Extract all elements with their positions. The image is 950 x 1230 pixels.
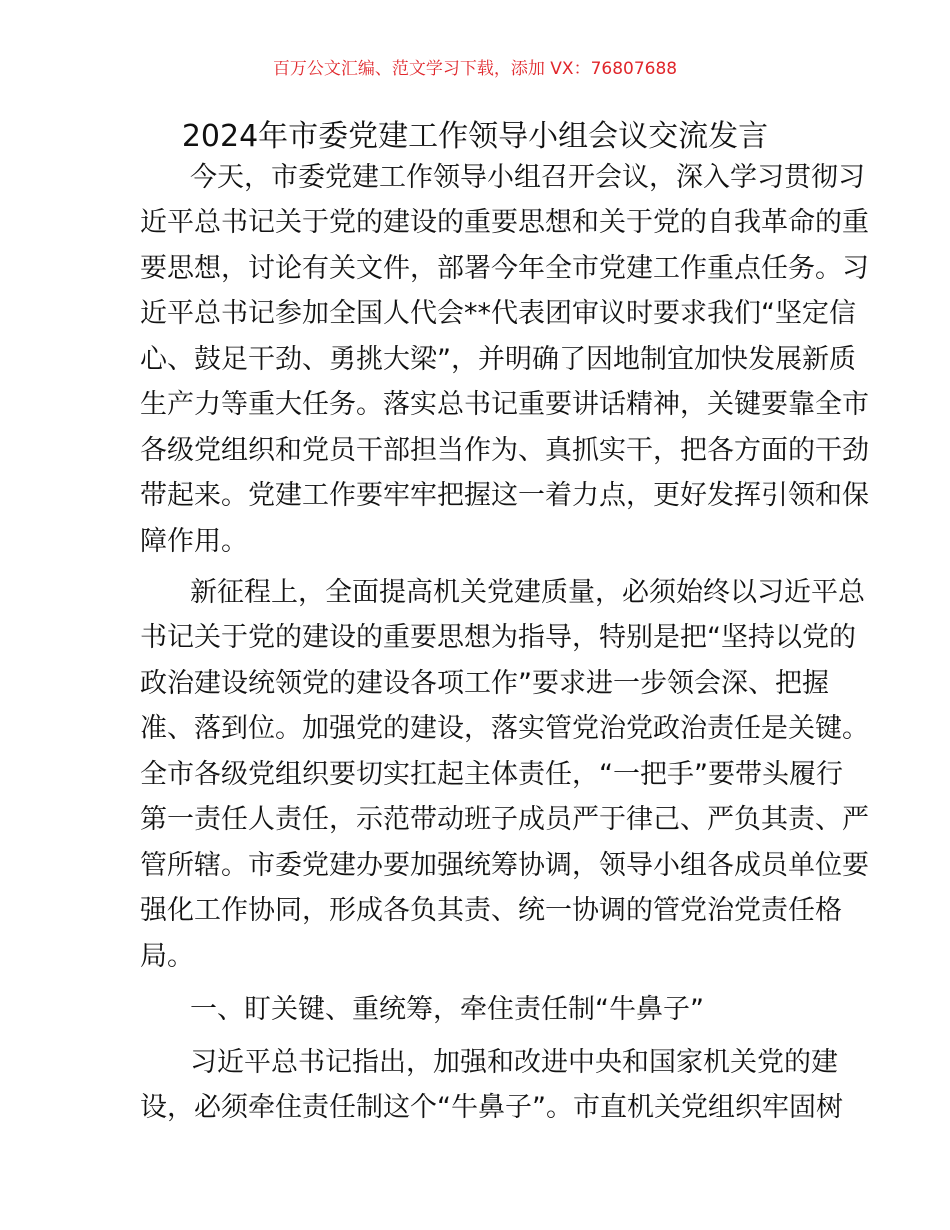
paragraph-line: 习近平总书记指出，加强和改进中央和国家机关党的建 bbox=[190, 1047, 838, 1078]
paragraph-line: 近平总书记参加全国人代会**代表团审议时要求我们“坚定信 bbox=[140, 298, 856, 329]
paragraph-line: 强化工作协同，形成各负其责、统一协调的管党治党责任格 bbox=[140, 895, 842, 926]
paragraph-line: 带起来。党建工作要牢牢把握这一着力点，更好发挥引领和保 bbox=[140, 480, 869, 511]
paragraph-line: 各级党组织和党员干部担当作为、真抓实干，把各方面的干劲 bbox=[140, 435, 869, 466]
paragraph-line: 局。 bbox=[140, 941, 194, 972]
paragraph-line: 今天，市委党建工作领导小组召开会议，深入学习贯彻习 bbox=[190, 162, 865, 193]
watermark-header: 百万公文汇编、范文学习下载，添加 VX：76807688 bbox=[272, 59, 678, 79]
section-heading: 一、盯关键、重统筹，牵住责任制“牛鼻子” bbox=[190, 994, 704, 1025]
paragraph-line: 要思想，讨论有关文件，部署今年全市党建工作重点任务。习 bbox=[140, 253, 869, 284]
paragraph-line: 设，必须牵住责任制这个“牛鼻子”。市直机关党组织牢固树 bbox=[140, 1092, 843, 1123]
paragraph-line: 准、落到位。加强党的建设，落实管党治党政治责任是关键。 bbox=[140, 713, 869, 744]
paragraph-line: 障作用。 bbox=[140, 526, 248, 557]
paragraph-line: 政治建设统领党的建设各项工作”要求进一步领会深、把握 bbox=[140, 668, 829, 699]
paragraph-line: 第一责任人责任，示范带动班子成员严于律己、严负其责、严 bbox=[140, 804, 869, 835]
paragraph-line: 全市各级党组织要切实扛起主体责任，“一把手”要带头履行 bbox=[140, 759, 843, 790]
paragraph-line: 书记关于党的建设的重要思想为指导，特别是把“坚持以党的 bbox=[140, 622, 856, 653]
paragraph-line: 心、鼓足干劲、勇挑大梁”，并明确了因地制宜加快发展新质 bbox=[140, 344, 856, 375]
paragraph-line: 新征程上，全面提高机关党建质量，必须始终以习近平总 bbox=[190, 577, 865, 608]
paragraph-line: 生产力等重大任务。落实总书记重要讲话精神，关键要靠全市 bbox=[140, 389, 869, 420]
document-title: 2024年市委党建工作领导小组会议交流发言 bbox=[181, 119, 769, 154]
paragraph-line: 近平总书记关于党的建设的重要思想和关于党的自我革命的重 bbox=[140, 207, 869, 238]
paragraph-line: 管所辖。市委党建办要加强统筹协调，领导小组各成员单位要 bbox=[140, 850, 869, 881]
